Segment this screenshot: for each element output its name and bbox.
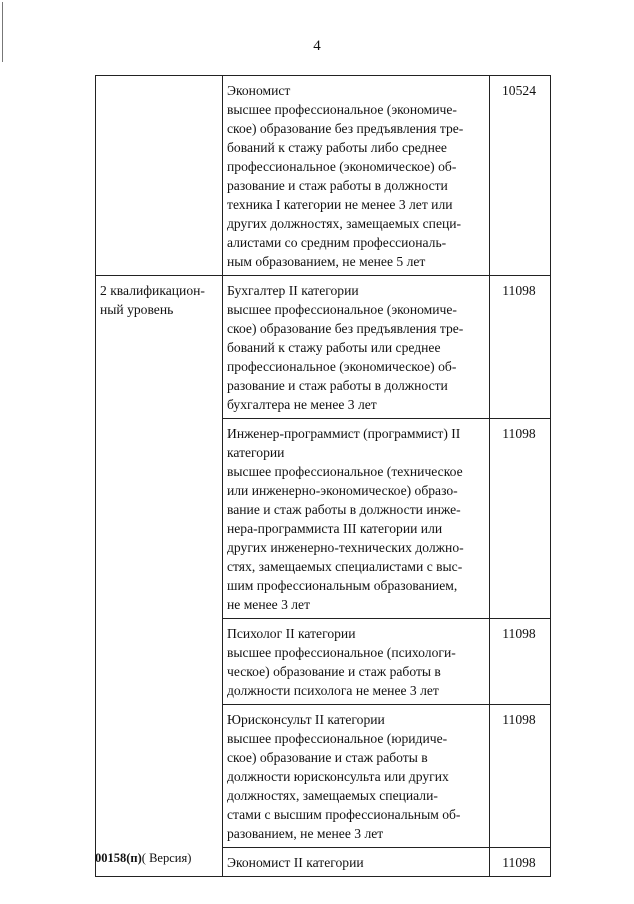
salary-amount-cell (490, 419, 551, 619)
table-row (96, 276, 551, 419)
document-code: 00158(п) (95, 851, 142, 865)
position-description-cell (223, 705, 490, 848)
document-version: ( Версия) (141, 851, 192, 865)
position-description: Экономист II категории (227, 855, 364, 870)
position-description: Инженер-программист (программист) II категории высшее профессиональное (техническое или инженерно-экономическое) образо- вание и стаж работы в должности инже- нера-программиста III категории или других инженерно-технических должно- стях, замещаемых специалистами с выс- шим профессиональным образованием, не менее 3 лет (227, 426, 464, 612)
position-description-cell (223, 276, 490, 419)
qualification-level-cell (96, 76, 223, 276)
salary-amount-cell (490, 848, 551, 877)
qualification-table (95, 75, 551, 877)
table-row (96, 76, 551, 276)
salary-amount-cell (490, 76, 551, 276)
salary-amount: 10524 (502, 83, 536, 98)
position-description: Экономист высшее профессиональное (экономиче- ское) образование без предъявления тре- бований к стажу работы либо среднее профессиональное (экономическое) об- разование и стаж работы в должности техника I категории не менее 3 лет или других должностях, замещаемых специ- алистами со средним профессиональ- ным образованием, не менее 5 лет (227, 83, 464, 269)
position-description: Юрисконсульт II категории высшее профессиональное (юридиче- ское) образование и стаж работы в должности юрисконсульта или других должностях, замещаемых специали- стами с высшим профессиональным об- разованием, не менее 3 лет (227, 712, 461, 841)
position-description-cell (223, 619, 490, 705)
salary-amount: 11098 (502, 855, 536, 870)
position-description-cell (223, 76, 490, 276)
qualification-level-cell (96, 276, 223, 877)
position-description: Психолог II категории высшее профессиональное (психологи- ческое) образование и стаж работы в должности психолога не менее 3 лет (227, 626, 456, 698)
page-number: 4 (313, 38, 321, 54)
position-description-cell (223, 848, 490, 877)
salary-amount-cell (490, 619, 551, 705)
salary-amount: 11098 (502, 426, 536, 441)
salary-amount-cell (490, 276, 551, 419)
position-description: Бухгалтер II категории высшее профессиональное (экономиче- ское) образование без предъявления тре- бований к стажу работы или среднее профессиональное (экономическое) об- разование и стаж работы в должности бухгалтера не менее 3 лет (227, 283, 464, 412)
scan-edge-mark (2, 2, 3, 62)
document-footer (95, 851, 191, 866)
salary-amount: 11098 (502, 283, 536, 298)
salary-amount: 11098 (502, 626, 536, 641)
qualification-level: 2 квалификацион- ный уровень (100, 283, 205, 317)
salary-amount: 11098 (502, 712, 536, 727)
position-description-cell (223, 419, 490, 619)
salary-amount-cell (490, 705, 551, 848)
